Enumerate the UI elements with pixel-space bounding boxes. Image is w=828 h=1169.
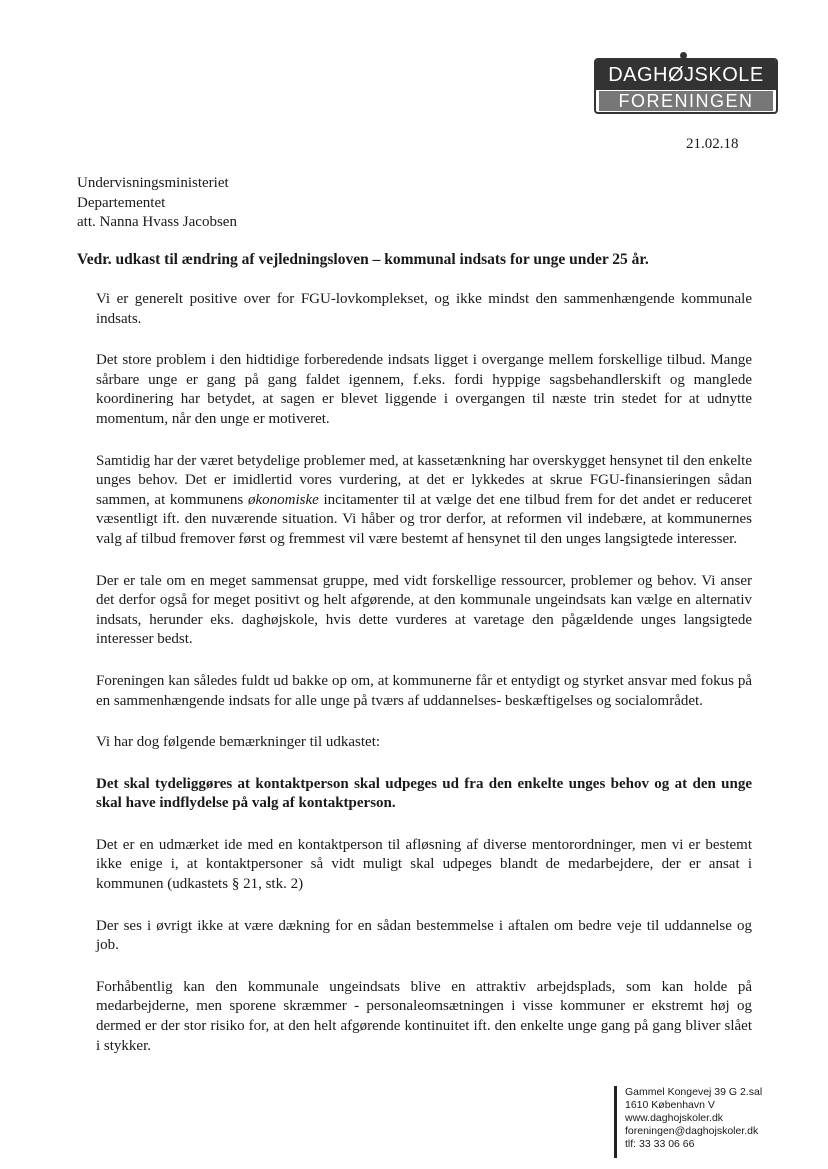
organization-logo — [594, 58, 778, 114]
paragraph-3 — [96, 452, 752, 550]
contact-footer — [614, 1086, 805, 1158]
letter-subject: Vedr. udkast til ændring af vejledningsloven – kommunal indsats for unge under 25 år. — [77, 251, 649, 268]
footer-address-2: 1610 København V — [625, 1099, 715, 1111]
paragraph-3-emphasis: økonomiske — [247, 491, 319, 508]
paragraph-2: Det store problem i den hidtidige forberedende indsats ligget i overgange mellem forskellige tilbud. Mange sårbare unge er gang på gang faldet igennem, f.eks. fordi hyppige sagsbehandlerskift og manglede koordinering har betydet, at sagen er blevet liggende i overgangen til næste trin stedet for at udnytte momentum, når den unge er motiveret. — [96, 352, 752, 427]
paragraph-8: Det er en udmærket ide med en kontaktperson til afløsning af diverse mentorordninger, men vi er bestemt ikke enige i, at kontaktpersoner så vidt muligt skal udpeges blandt de medarbejdere, der er ansat i kommunen (udkastets § 21, stk. 2) — [96, 836, 752, 893]
paragraph-5: Foreningen kan således fuldt ud bakke op om, at kommunerne får et entydigt og styrket ansvar med fokus på en sammenhængende indsats for alle unge på tværs af uddannelses- beskæftigelses og socialområdet. — [96, 672, 752, 709]
paragraph-10: Forhåbentlig kan den kommunale ungeindsats blive en attraktiv arbejdsplads, som kan holde på medarbejderne, men sporene skræmmer - personaleomsætningen i visse kommuner er ekstremt høj og dermed er der stor risiko for, at den helt afgørende kontinuitet ift. den enkelte unge gang på gang bliver slået i stykker. — [96, 978, 752, 1054]
paragraph-6: Vi har dog følgende bemærkninger til udkastet: — [96, 734, 381, 751]
letter-body — [96, 290, 752, 1078]
paragraph-9: Der ses i øvrigt ikke at være dækning for en sådan bestemmelse i aftalen om bedre veje til uddannelse og job. — [96, 917, 752, 954]
paragraph-7-bold: Det skal tydeliggøres at kontaktperson skal udpeges ud fra den enkelte unges behov og at den unge skal have indflydelse på valg af kontaktperson. — [96, 775, 752, 812]
paragraph-4: Der er tale om en meget sammensat gruppe, med vidt forskellige ressourcer, problemer og behov. Vi anser det derfor også for meget positivt og helt afgørende, at den kommunale ungeindsats kan vælge en alternativ indsats, herunder eks. daghøjskole, hvis dette vurderes at varetage den pågældende unges langsigtede interesser bedst. — [96, 572, 752, 648]
footer-email: foreningen@daghojskoler.dk — [625, 1125, 759, 1137]
recipient-block — [77, 174, 237, 233]
recipient-line-3: att. Nanna Hvass Jacobsen — [77, 214, 237, 230]
paragraph-3-part-1: Samtidig har der været betydelige problemer med, at kassetænkning har overskygget hensynet til den enkelte unges behov. Det er imidlertid vores vurdering, at det er lykkedes at skrue FGU-finansieringen sådan sammen, at kommunens — [96, 452, 752, 508]
logo-line-2: FORENINGEN — [599, 91, 773, 111]
paragraph-3-part-2: incitamenter til at vælge det ene tilbud frem for det andet er reduceret væsentligt ift. den nuværende situation. Vi håber og tror derfor, at reformen vil indebære, at kommunernes valg af tilbud fremover først og fremmest vil være bestemt af hensynet til den unges langsigtede interesser. — [96, 491, 752, 547]
footer-phone: tlf: 33 33 06 66 — [625, 1138, 695, 1150]
logo-line-1: DAGHØJSKOLE — [596, 60, 776, 90]
footer-website: www.daghojskoler.dk — [625, 1112, 724, 1124]
paragraph-1: Vi er generelt positive over for FGU-lovkomplekset, og ikke mindst den sammenhængende kommunale indsats. — [96, 291, 752, 327]
letter-date: 21.02.18 — [686, 136, 739, 152]
recipient-line-1: Undervisningsministeriet — [77, 175, 229, 191]
recipient-line-2: Departementet — [77, 194, 166, 211]
footer-address-1: Gammel Kongevej 39 G 2.sal — [625, 1086, 763, 1098]
